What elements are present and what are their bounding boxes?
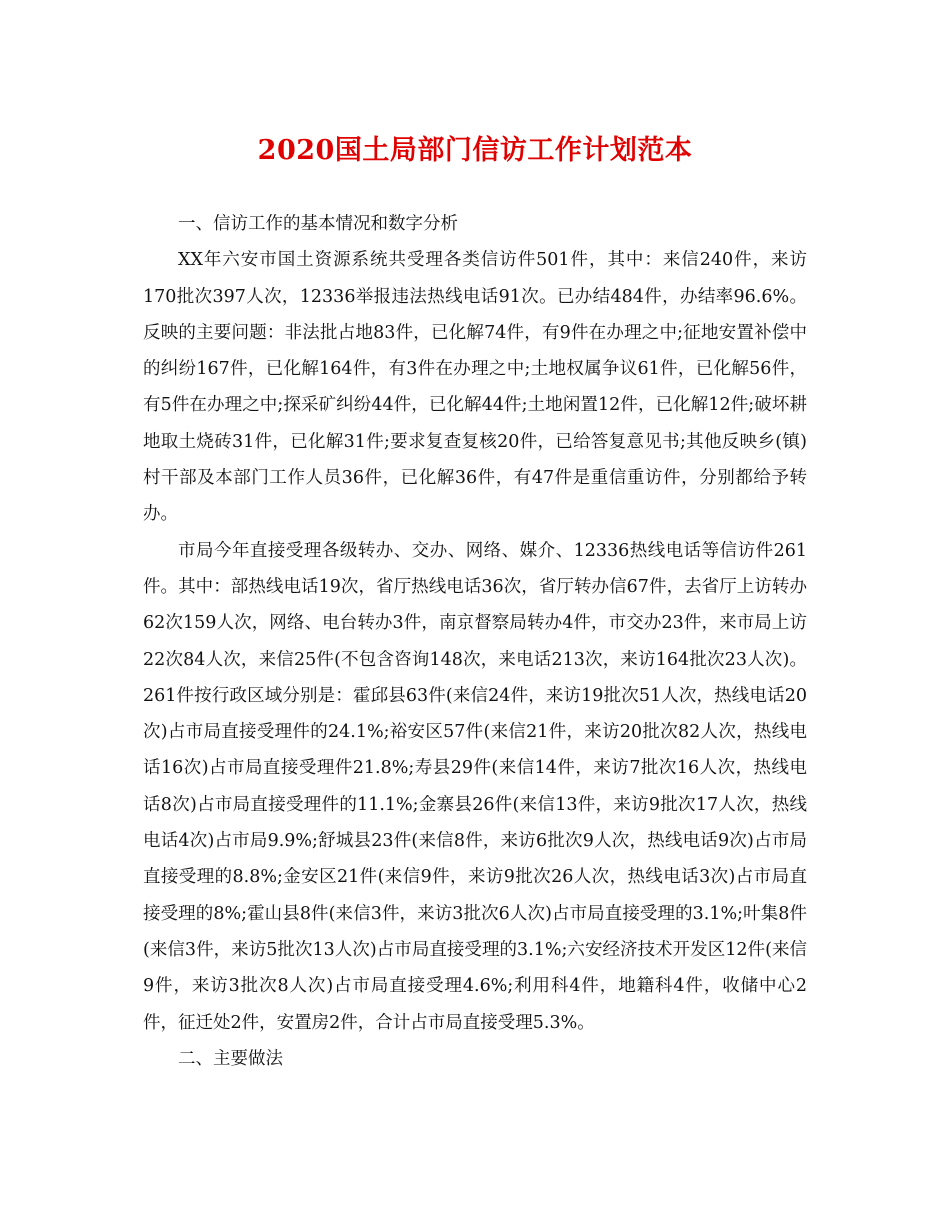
paragraph-direct-cases: 市局今年直接受理各级转办、交办、网络、媒介、12336热线电话等信访件261件。其中：部热线电话19次，省厅热线电话36次，省厅转办信67件，去省厅上访转办62次159人次，网络、电台转办3件，南京督察局转办4件，市交办23件，来市局上访22次84人次，来信25件(不包含咨询148次，来电话213次，来访164批次23人次)。261件按行政区域分别是：霍邱县63件(来信24件，来访19批次51人次，热线电话20次)占市局直接受理件的24.1%;裕安区57件(来信21件，来访20批次82人次，热线电话16次)占市局直接受理件21.8%;寿县29件(来信14件，来访7批次16人次，热线电话8次)占市局直接受理件的11.1%;金寨县26件(来信13件，来访9批次17人次，热线电话4次)占市局9.9%;舒城县23件(来信8件，来访6批次9人次，热线电话9次)占市局直接受理的8.8%;金安区21件(来信9件，来访9批次26人次，热线电话3次)占市局直接受理的8%;霍山县8件(来信3件，来访3批次6人次)占市局直接受理的3.1%;叶集8件(来信3件，来访5批次13人次)占市局直接受理的3.1%;六安经济技术开发区12件(来信9件，来访3批次8人次)占市局直接受理4.6%;利用科4件，地籍科4件，收储中心2件，征迁处2件，安置房2件，合计占市局直接受理5.3%。: [143, 540, 807, 1033]
section-heading-2: 二、主要做法: [178, 1048, 283, 1069]
document-title: 2020国土局部门信访工作计划范本: [257, 135, 693, 166]
paragraph-statistics: XX年六安市国土资源系统共受理各类信访件501件，其中：来信240件，来访170批次397人次，12336举报违法热线电话91次。已办结484件，办结率96.6%。反映的主要问题：非法批占地83件，已化解74件，有9件在办理之中;征地安置补偿中的纠纷167件，已化解164件，有3件在办理之中;土地权属争议61件，已化解56件，有5件在办理之中;探采矿纠纷44件，已化解44件;土地闲置12件，已化解12件;破坏耕地取土烧砖31件，已化解31件;要求复查复核20件，已给答复意见书;其他反映乡(镇)村干部及本部门工作人员36件，已化解36件，有47件是重信重访件，分别都给予转办。: [143, 250, 807, 525]
document-body: [143, 206, 807, 1077]
section-heading-1: 一、信访工作的基本情况和数字分析: [178, 214, 458, 234]
